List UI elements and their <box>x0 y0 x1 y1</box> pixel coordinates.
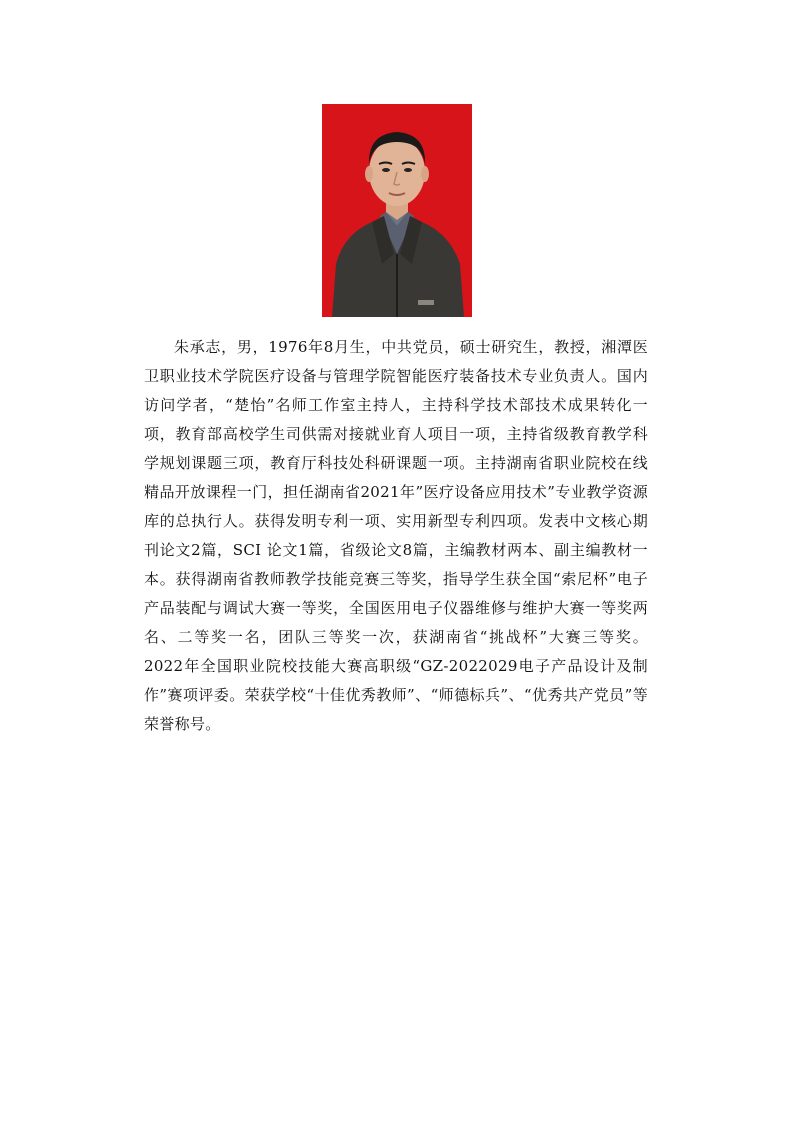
portrait-photo-icon <box>322 104 472 317</box>
portrait-photo <box>322 104 472 317</box>
bio-paragraph: 朱承志，男，1976年8月生，中共党员，硕士研究生，教授，湘潭医卫职业技术学院医疗设备与管理学院智能医疗装备技术专业负责人。国内访问学者，“楚怡”名师工作室主持人，主持科学技术部技术成果转化一项，教育部高校学生司供需对接就业育人项目一项，主持省级教育教学科学规划课题三项，教育厅科技处科研课题一项。主持湖南省职业院校在线精品开放课程一门，担任湖南省2021年”医疗设备应用技术”专业教学资源库的总执行人。获得发明专利一项、实用新型专利四项。发表中文核心期刊论文2篇，SCI 论文1篇，省级论文8篇，主编教材两本、副主编教材一本。获得湖南省教师教学技能竞赛三等奖，指导学生获全国“索尼杯”电子产品装配与调试大赛一等奖，全国医用电子仪器维修与维护大赛一等奖两名、二等奖一名，团队三等奖一次，获湖南省“挑战杯”大赛三等奖。 2022年全国职业院校技能大赛高职级“GZ-2022029电子产品设计及制作”赛项评委。荣获学校“十佳优秀教师”、“师德标兵”、“优秀共产党员”等荣誉称号。 <box>144 338 648 733</box>
